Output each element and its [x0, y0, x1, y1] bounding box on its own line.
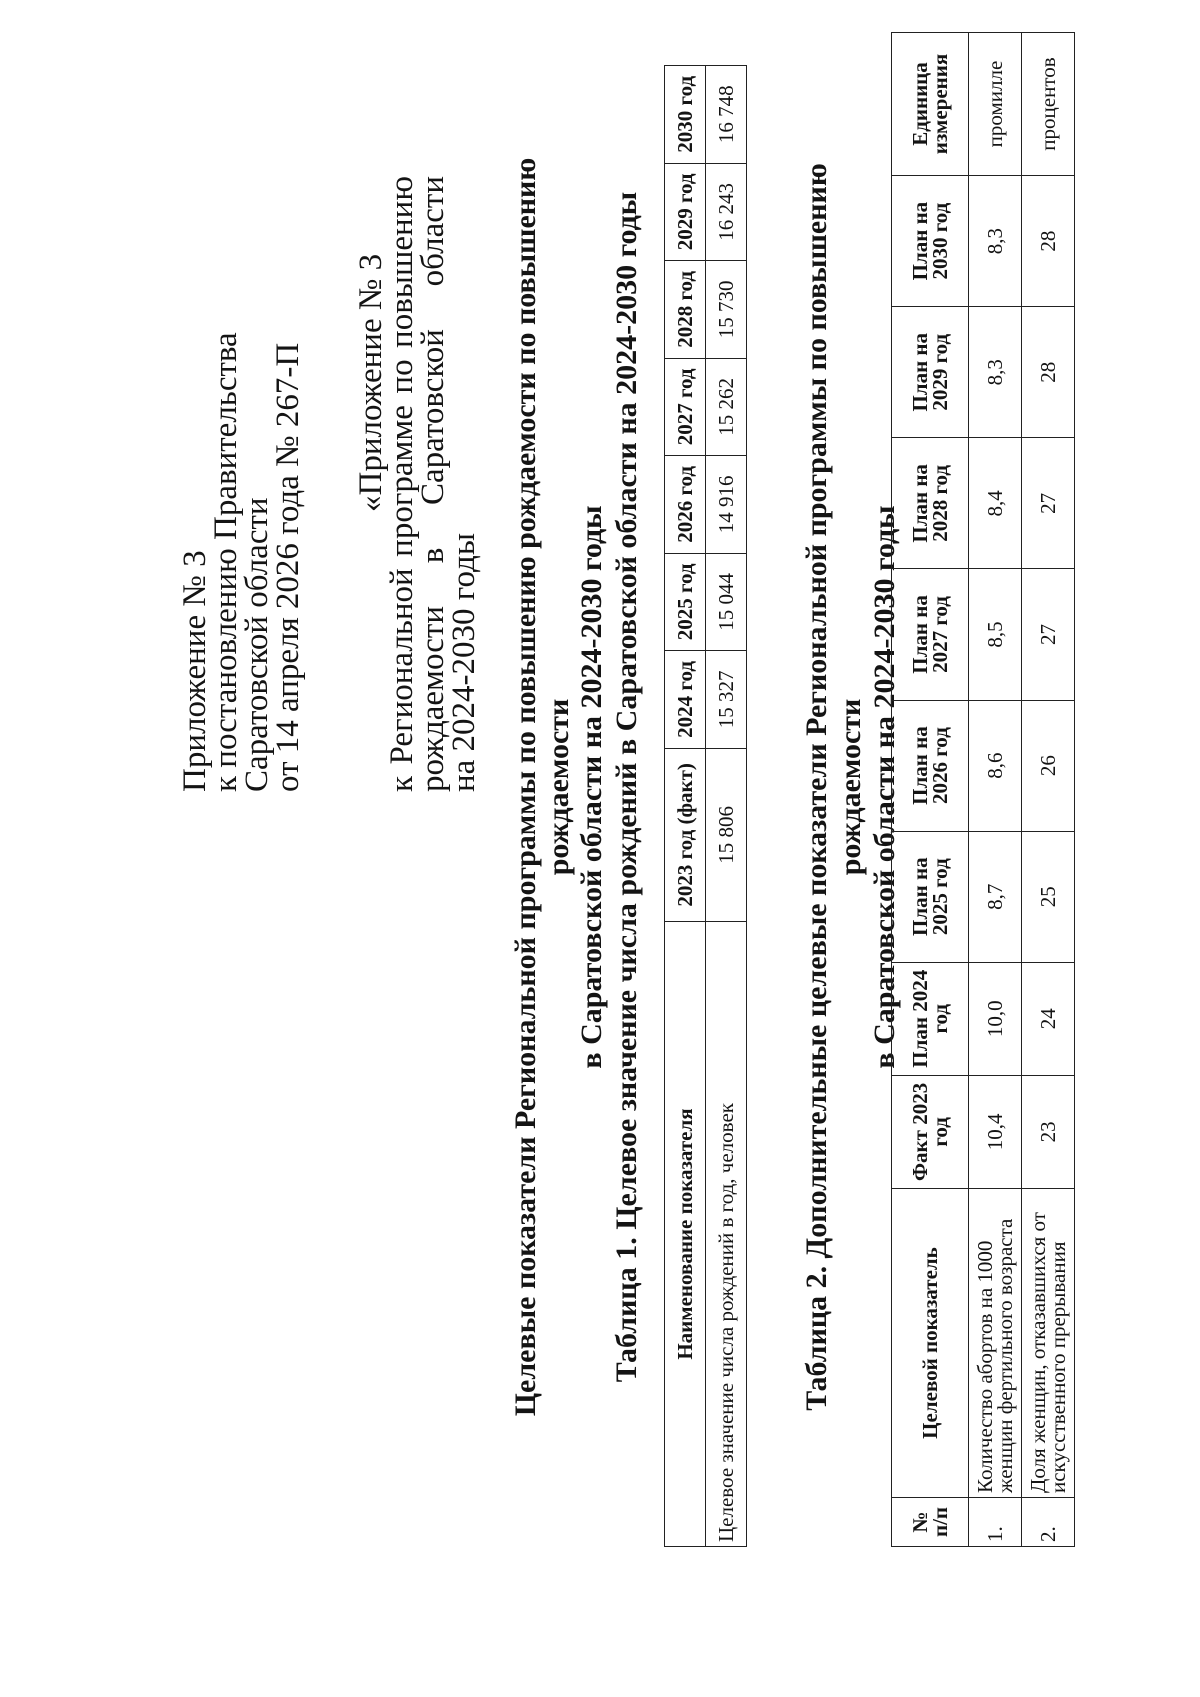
- table-cell: 16 748: [706, 66, 747, 164]
- table-header-cell: № п/п: [892, 1498, 969, 1547]
- table-cell: 1.: [969, 1498, 1022, 1547]
- table-header-cell: Целевой показатель: [892, 1189, 969, 1498]
- table-header-cell: 2027 год: [665, 358, 706, 456]
- table-cell: 28: [1022, 176, 1075, 307]
- table2-title: [800, 122, 902, 1452]
- table-cell: 8,7: [969, 831, 1022, 962]
- table-cell: Количество абортов на 1000 женщин фертильного возраста: [969, 1189, 1022, 1498]
- appendix-line: к Региональной программе по повышению: [384, 176, 420, 792]
- births-target-table: [664, 65, 747, 1547]
- table-cell: 8,6: [969, 700, 1022, 831]
- table-cell: 15 806: [706, 748, 747, 921]
- table-cell: 8,3: [969, 176, 1022, 307]
- table-header-cell: План на 2025 год: [892, 831, 969, 962]
- title-line: в Саратовской области на 2024-2030 годы: [868, 505, 901, 1069]
- table-cell: 28: [1022, 307, 1075, 438]
- table-cell: промилле: [969, 33, 1022, 176]
- table-header-cell: 2023 год (факт): [665, 748, 706, 921]
- decree-header: [177, 332, 306, 792]
- header-line: Приложение № 3: [177, 550, 213, 792]
- title-line: Целевые показатели Региональной программы по повышению рождаемости по повышению рождаемости: [509, 157, 575, 1417]
- table-cell: 27: [1022, 569, 1075, 700]
- appendix-line: на 2024-2030 годы: [446, 532, 482, 792]
- table-cell: 10,0: [969, 962, 1022, 1075]
- table-cell: 24: [1022, 962, 1075, 1075]
- table-cell: 2.: [1022, 1498, 1075, 1547]
- document-title: [509, 122, 608, 1452]
- table-cell: 27: [1022, 438, 1075, 569]
- table-header-cell: 2025 год: [665, 553, 706, 651]
- table-header-cell: 2028 год: [665, 261, 706, 359]
- table-header-cell: План на 2027 год: [892, 569, 969, 700]
- table-row: [1022, 33, 1075, 1547]
- table-cell: 26: [1022, 700, 1075, 831]
- table-header-cell: Наименование показателя: [665, 922, 706, 1547]
- title-line: в Саратовской области на 2024-2030 годы: [575, 505, 608, 1069]
- table-row: [706, 66, 747, 1547]
- table1-title: Таблица 1. Целевое значение числа рождений в Саратовской области на 2024-2030 годы: [610, 191, 643, 1383]
- table-header-cell: План на 2028 год: [892, 438, 969, 569]
- table-header-cell: 2030 год: [665, 66, 706, 164]
- table-header-row: [892, 33, 969, 1547]
- header-line: к постановлению Правительства: [208, 332, 244, 792]
- table-header-cell: План на 2030 год: [892, 176, 969, 307]
- additional-indicators-table: [891, 32, 1075, 1547]
- title-line: Таблица 2. Дополнительные целевые показатели Региональной программы по повышению рождаемости: [800, 163, 867, 1411]
- table-header-cell: План на 2029 год: [892, 307, 969, 438]
- table-cell: 8,3: [969, 307, 1022, 438]
- appendix-reference: [353, 176, 482, 792]
- table-header-cell: План 2024 год: [892, 962, 969, 1075]
- header-line: от 14 апреля 2026 года № 267-П: [270, 342, 306, 792]
- table-header-cell: 2029 год: [665, 163, 706, 261]
- table-cell: 16 243: [706, 163, 747, 261]
- table-header-cell: Факт 2023 год: [892, 1075, 969, 1188]
- appendix-line: рождаемости в Саратовской области: [415, 176, 451, 792]
- table-cell: Доля женщин, отказавшихся от искусственного прерывания: [1022, 1189, 1075, 1498]
- table-cell: 15 730: [706, 261, 747, 359]
- table-cell: 15 327: [706, 651, 747, 749]
- table-header-cell: 2024 год: [665, 651, 706, 749]
- table-header-row: [665, 66, 706, 1547]
- table-cell: 25: [1022, 831, 1075, 962]
- appendix-line: «Приложение № 3: [353, 253, 389, 512]
- table-header-cell: Единица измерения: [892, 33, 969, 176]
- table-cell: 15 262: [706, 358, 747, 456]
- table-cell: 23: [1022, 1075, 1075, 1188]
- table-row: [969, 33, 1022, 1547]
- table-header-cell: 2026 год: [665, 456, 706, 554]
- table-header-cell: План на 2026 год: [892, 700, 969, 831]
- table-cell: 8,4: [969, 438, 1022, 569]
- table-cell: 8,5: [969, 569, 1022, 700]
- table-cell: 10,4: [969, 1075, 1022, 1188]
- table-cell: процентов: [1022, 33, 1075, 176]
- table-cell: Целевое значение числа рождений в год, человек: [706, 922, 747, 1547]
- header-line: Саратовской области: [239, 497, 275, 792]
- table-cell: 15 044: [706, 553, 747, 651]
- table-cell: 14 916: [706, 456, 747, 554]
